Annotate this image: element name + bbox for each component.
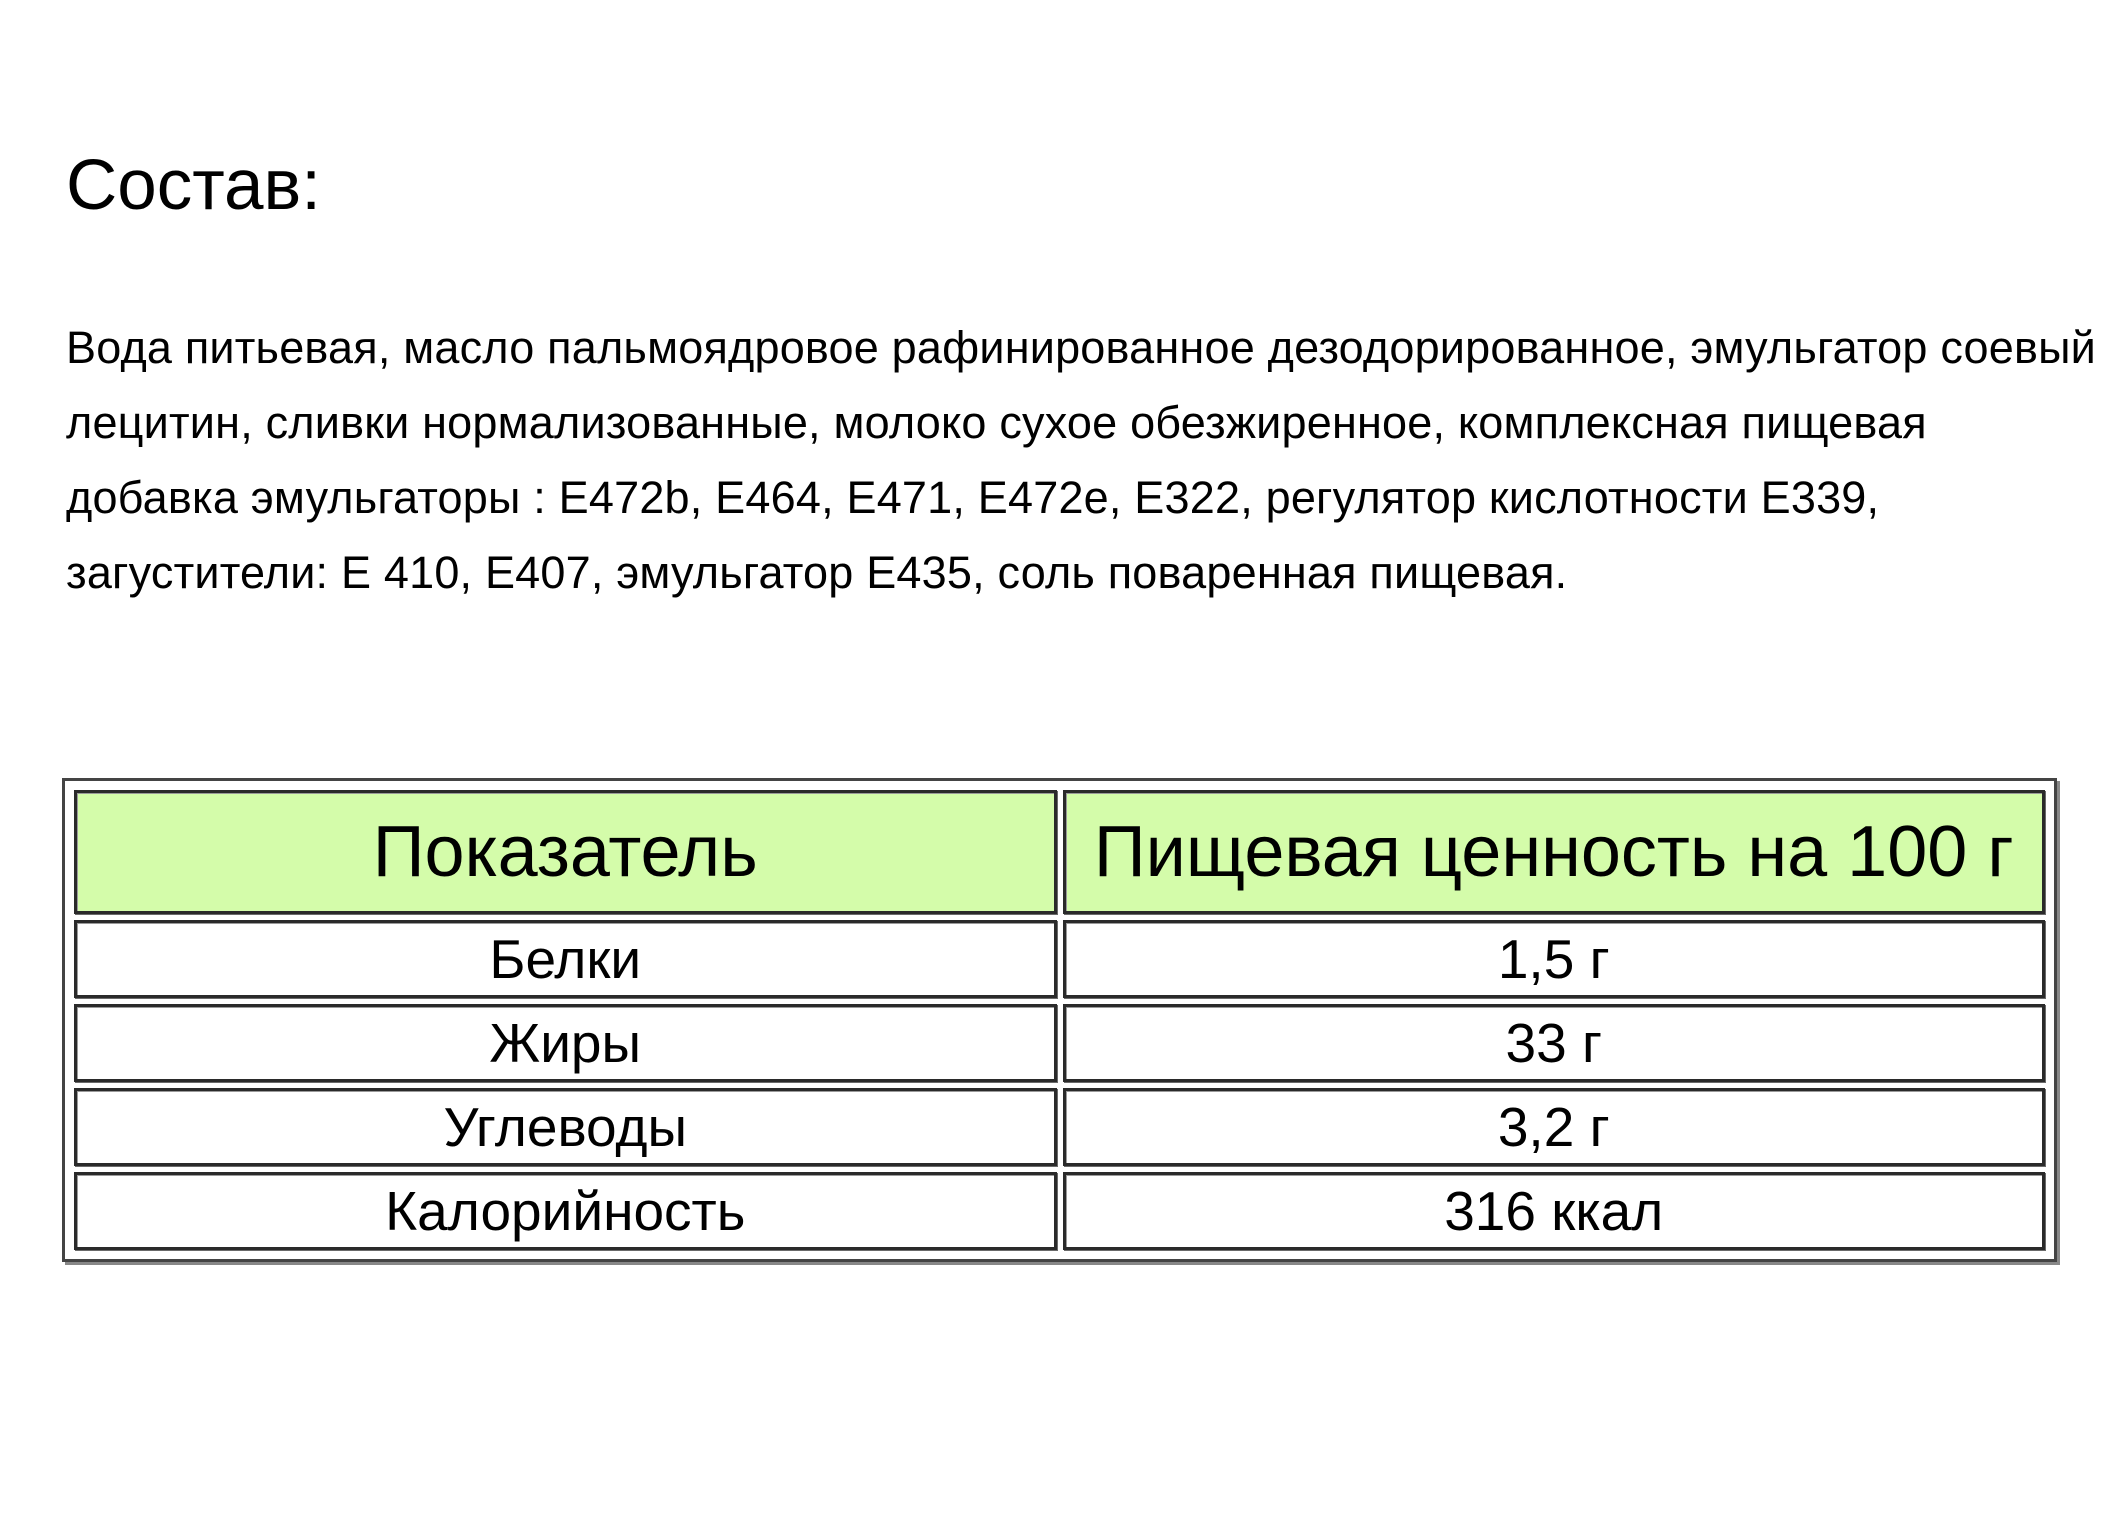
- table-row: [74, 920, 2045, 998]
- row-value-protein: 1,5 г: [1063, 920, 2046, 998]
- column-header-value: Пищевая ценность на 100 г: [1063, 790, 2046, 914]
- composition-text: Вода питьевая, масло пальмоядровое рафинированное дезодорированное, эмульгатор соевый лецитин, сливки нормализованные, молоко сухое обезжиренное, комплексная пищевая добавка эмульгаторы : Е472b, Е464, Е471, Е472е, Е322, регулятор кислотности Е339, загустители: Е 410, Е407, эмульгатор Е435, соль поваренная пищевая.: [66, 322, 2096, 598]
- column-header-indicator: Показатель: [74, 790, 1057, 914]
- row-label-carbs: Углеводы: [74, 1088, 1057, 1166]
- row-label-fat: Жиры: [74, 1004, 1057, 1082]
- table-header-row: [74, 790, 2045, 914]
- nutrition-table-grid: [68, 784, 2051, 1256]
- row-label-calories: Калорийность: [74, 1172, 1057, 1250]
- table-row: [74, 1088, 2045, 1166]
- table-row: [74, 1172, 2045, 1250]
- row-value-carbs: 3,2 г: [1063, 1088, 2046, 1166]
- table-row: [74, 1004, 2045, 1082]
- nutrition-table: [62, 778, 2057, 1262]
- row-label-protein: Белки: [74, 920, 1057, 998]
- row-value-calories: 316 ккал: [1063, 1172, 2046, 1250]
- section-title: Состав:: [66, 146, 321, 225]
- row-value-fat: 33 г: [1063, 1004, 2046, 1082]
